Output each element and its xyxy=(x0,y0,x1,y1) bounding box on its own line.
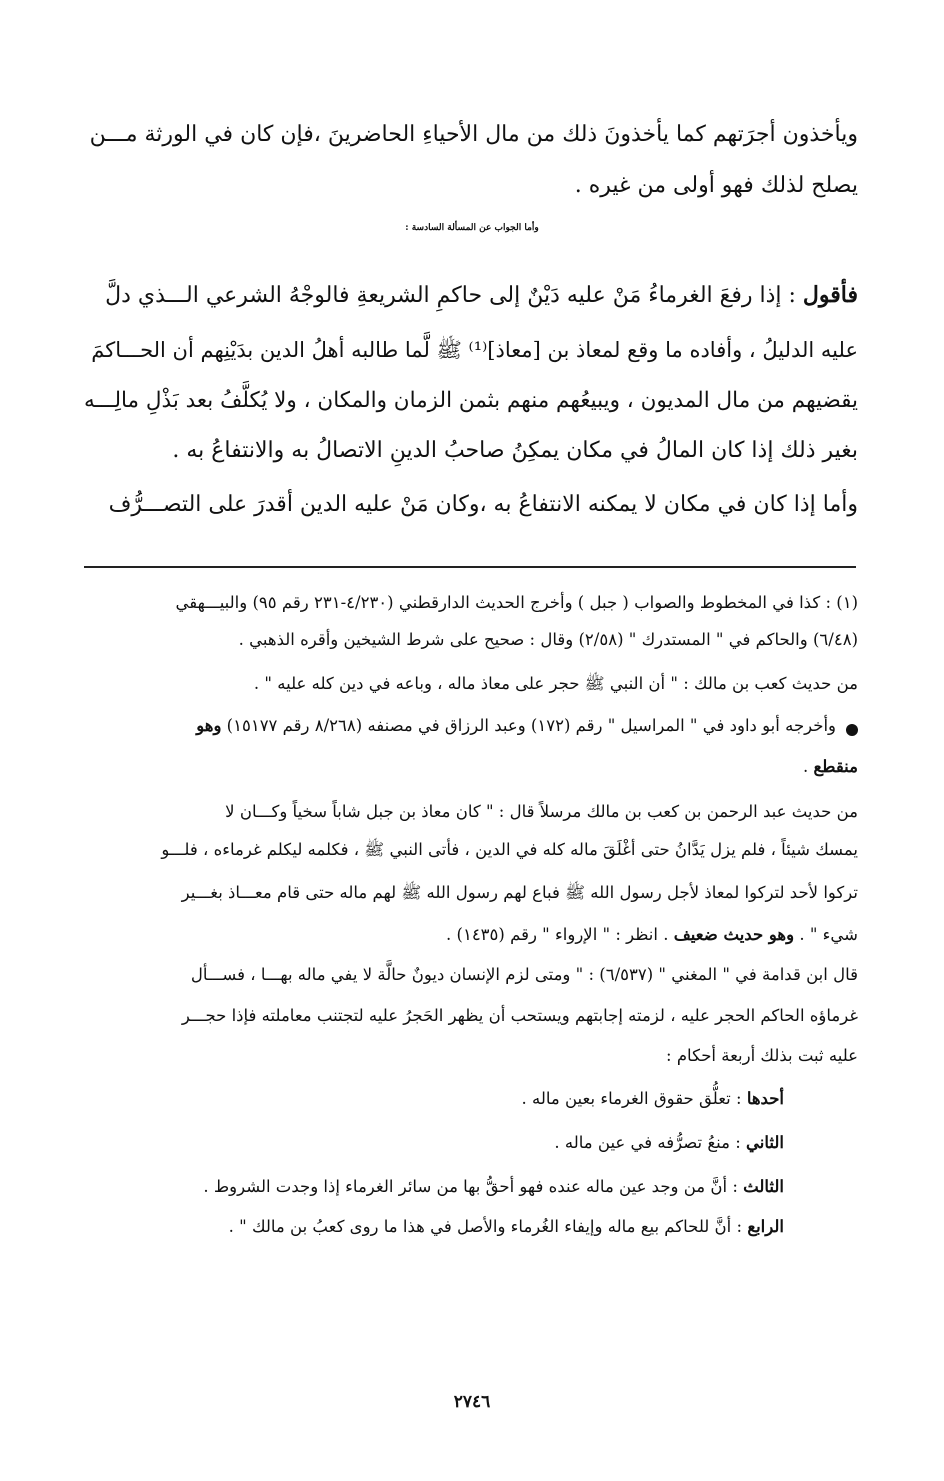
ruling-item-1 xyxy=(522,1089,784,1108)
paragraph-lead-word: فأقول xyxy=(802,282,858,308)
ruling-item-1-text: : تعلُّق حقوق الغرماء بعين ماله . xyxy=(521,1089,747,1108)
footnote-separator xyxy=(84,566,856,568)
ruling-item-3-text: : أنَّ من وجد عين ماله عنده فهو أحقُّ بها من سائر الغرماء إذا وجدت الشروط . xyxy=(203,1177,744,1196)
ruling-item-2-text: : منعُ تصرُّفه في عين ماله . xyxy=(554,1133,747,1152)
bullet-line-2 xyxy=(803,757,858,776)
footnote-2-line-2: يمسك شيئاً ، فلم يزل يَدَّانُ حتى أغْلَقَ ماله كله في الدين ، فأتى النبي ﷺ ، فكلمه ليكلم غرماءه ، فلـــو xyxy=(161,840,858,859)
paragraph-1-line-1-text: : إذا رفعَ الغرماءُ مَنْ عليه دَيْنٌ إلى حاكمِ الشريعةِ فالوجْهُ الشرعي الـــذي دلَّ xyxy=(105,283,803,308)
footnote-2-line-4-end: . انظر : " الإرواء " رقم (١٤٣٥) . xyxy=(446,925,674,944)
bullet-line-1-bold: وهو xyxy=(196,716,222,735)
bullet-line-2-bold: منقطع xyxy=(813,757,858,776)
ruling-item-4 xyxy=(229,1217,784,1236)
footnote-2-line-1: من حديث عبد الرحمن بن كعب بن مالك مرسلاً قال : " كان معاذ بن جبل شاباً سخياً وكـــان لا xyxy=(225,802,858,821)
ruling-item-4-text: : أنَّ للحاكم بيع ماله وإيفاء الغُرماء والأصل في هذا ما روى كعبُ بن مالك " . xyxy=(228,1217,748,1236)
ruling-item-3-label: الثالث xyxy=(743,1177,784,1196)
footnote-3-line-1: قال ابن قدامة في " المغني " (٦/٥٣٧) : " ومتى لزم الإنسان ديونٌ حالَّة لا يفي ماله بهـــا ، فســـأل xyxy=(190,965,858,984)
footnote-1-line-2: (٦/٤٨) والحاكم في " المستدرك " (٢/٥٨) وقال : صحيح على شرط الشيخين وأقره الذهبي . xyxy=(238,630,858,649)
footnote-2-line-4-text: شيء " . xyxy=(794,925,858,944)
paragraph-1-line-1 xyxy=(105,282,858,308)
paragraph-1-line-3: يقضيهم من مال المديون ، ويبيعُهم منهم بثمن الزمان والمكان ، ولا يُكلَّفُ بعد بَذْلِ مالِـــه xyxy=(84,388,858,413)
ruling-item-2 xyxy=(554,1133,784,1152)
footnote-2-line-4-bold: وهو حديث ضعيف xyxy=(673,925,795,944)
paragraph-1-line-2: عليه الدليلُ ، وأفاده ما وقع لمعاذ بن [معاذ]⁽¹⁾ ﷺ لَّما طالبه أهلُ الدين بدَيْنِهم أن الحـــاكمَ xyxy=(91,338,858,362)
ruling-item-3 xyxy=(203,1177,784,1196)
footnote-1-line-1: (١) : كذا في المخطوط والصواب ( جبل ) وأخرج الحديث الدارقطني (٤/٢٣٠-٢٣١ رقم ٩٥) والبيـــهقي xyxy=(175,593,858,612)
paragraph-2-line-1: وأما إذا كان في مكان لا يمكنه الانتفاعُ به ،وكان مَنْ عليه الدين أقدرَ على التصـــرُّف xyxy=(108,492,858,517)
bullet-line-1-text: وأخرجه أبو داود في " المراسيل " رقم (١٧٢) وعبد الرزاق في مصنفه (٨/٢٦٨ رقم ١٥١٧٧) xyxy=(221,716,836,735)
bullet-dot xyxy=(846,724,858,736)
page-number: ٢٧٤٦ xyxy=(453,1392,491,1412)
section-heading: وأما الجواب عن المسألة السادسة : xyxy=(405,223,539,233)
body-line-1: ويأخذون أجرَتهم كما يأخذونَ ذلك من مال الأحياءِ الحاضرينَ ،فإن كان في الورثة مـــن xyxy=(89,122,858,147)
bullet-line-2-end: . xyxy=(803,757,814,776)
ruling-item-4-label: الرابع xyxy=(747,1217,784,1236)
footnote-2-line-4 xyxy=(446,925,858,944)
footnote-3-line-3: عليه ثبت بذلك أربعة أحكام : xyxy=(666,1046,858,1065)
ruling-item-1-label: أحدها xyxy=(746,1089,784,1108)
paragraph-1-line-4: بغير ذلك إذا كان المالُ في مكان يمكِنُ صاحبُ الدينِ الاتصالُ به والانتفاعُ به . xyxy=(172,438,858,463)
ruling-item-2-label: الثاني xyxy=(746,1133,784,1152)
body-line-2: يصلح لذلك فهو أولى من غيره . xyxy=(574,173,858,198)
footnote-1-line-3: من حديث كعب بن مالك : " أن النبي ﷺ حجر على معاذ ماله ، وباعه في دين كله عليه " . xyxy=(253,674,858,693)
footnote-3-line-2: غرماؤه الحاكم الحجر عليه ، لزمته إجابتهم ويستحب أن يظهر الحَجرُ عليه لتجتنب معاملته فإذا حجـــر xyxy=(181,1006,858,1025)
bullet-line-1 xyxy=(196,716,836,735)
footnote-2-line-3: تركوا لأحد لتركوا لمعاذ لأجل رسول الله ﷺ فباع لهم رسول الله ﷺ لهم ماله حتى قام معـــاذ بغـــير xyxy=(181,883,858,902)
